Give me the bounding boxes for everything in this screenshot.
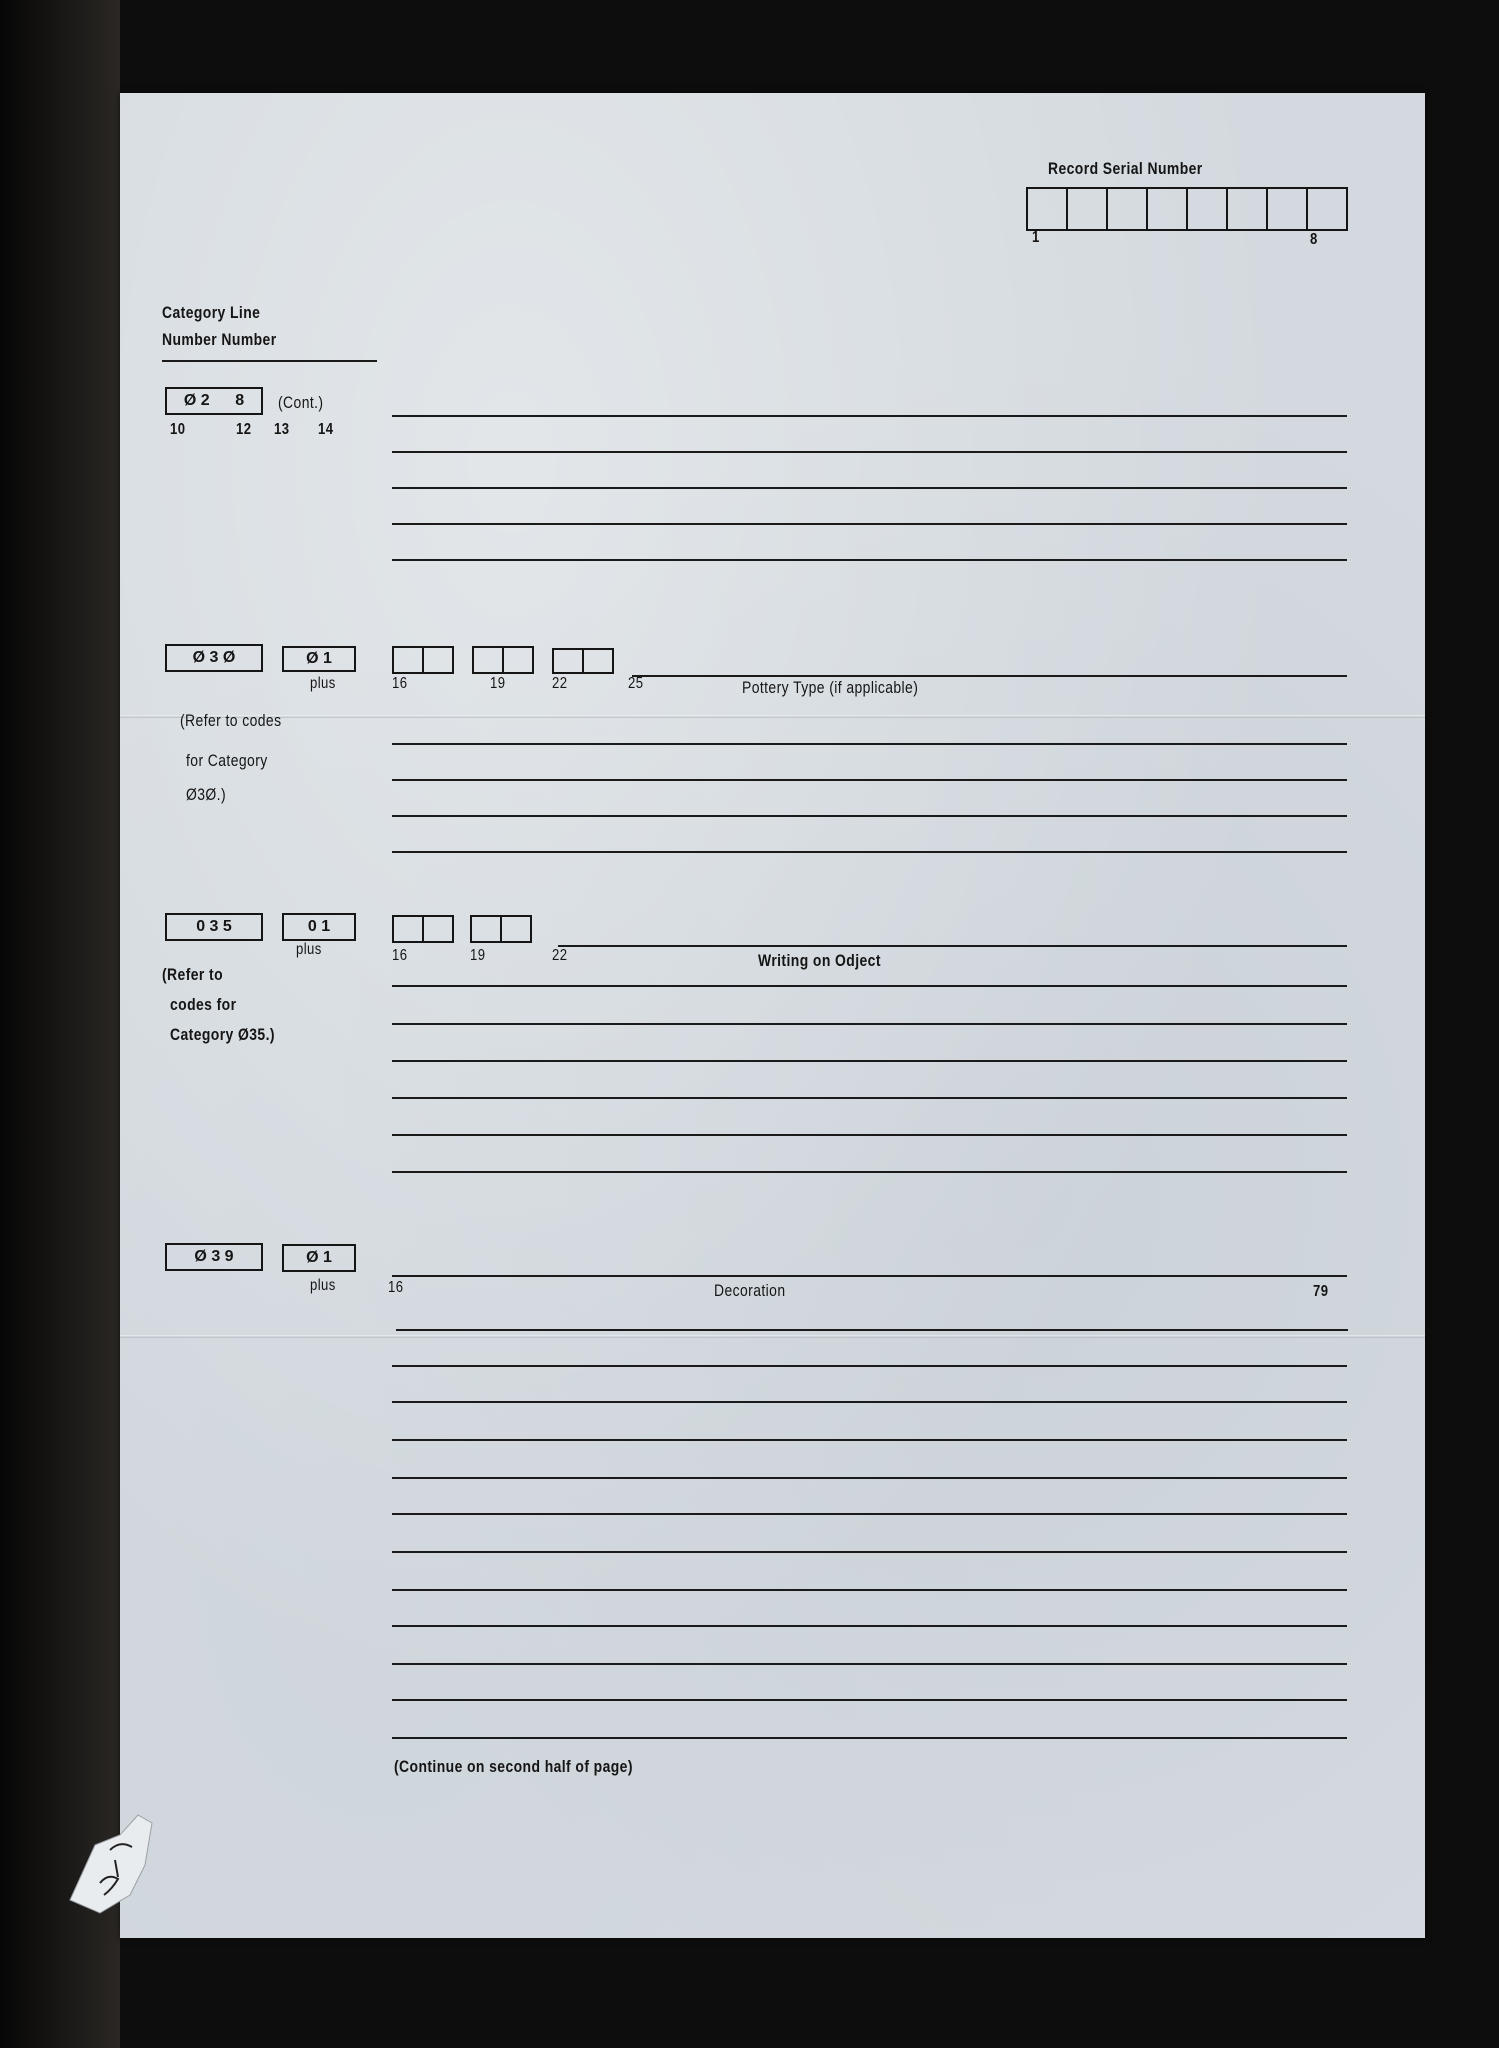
serial-cell-6[interactable] — [1228, 189, 1268, 229]
pos-035-22: 22 — [552, 947, 568, 964]
line-039-3[interactable] — [392, 1401, 1347, 1403]
category-039-code: Ø 3 9 — [194, 1248, 234, 1265]
serial-cell-4[interactable] — [1148, 189, 1188, 229]
note-030-line3: Ø3Ø.) — [186, 785, 227, 804]
note-035-line3: Category Ø35.) — [170, 1025, 275, 1044]
line-039-7[interactable] — [392, 1551, 1347, 1553]
category-039-box — [165, 1243, 263, 1271]
line-035-box — [282, 913, 356, 941]
torn-corner-image — [60, 1805, 155, 1915]
serial-cell-3[interactable] — [1108, 189, 1148, 229]
category-028-box — [165, 387, 263, 415]
line-030-code: Ø 1 — [306, 650, 332, 667]
decoration-line[interactable] — [392, 1275, 1347, 1277]
note-035-line2: codes for — [170, 995, 237, 1014]
pos-039-16: 16 — [388, 1279, 404, 1296]
pos-030-19: 19 — [490, 675, 506, 692]
serial-start-position: 1 — [1032, 229, 1040, 246]
pos-14: 14 — [318, 421, 334, 438]
line-039-2[interactable] — [392, 1365, 1347, 1367]
line-039-5[interactable] — [392, 1477, 1347, 1479]
line-030-1[interactable] — [392, 743, 1347, 745]
line-028-3[interactable] — [392, 487, 1347, 489]
cell[interactable] — [554, 650, 584, 672]
line-028-2[interactable] — [392, 451, 1347, 453]
pos-030-25: 25 — [628, 675, 644, 692]
line-035-2[interactable] — [392, 1023, 1347, 1025]
pos-030-16: 16 — [392, 675, 408, 692]
plus-039: plus — [310, 1277, 336, 1294]
category-030-box — [165, 644, 263, 672]
line-030-box — [282, 646, 356, 672]
cell[interactable] — [504, 648, 532, 672]
record-serial-label: Record Serial Number — [1048, 159, 1203, 178]
line-035-1[interactable] — [392, 985, 1347, 987]
pos-035-16: 16 — [392, 947, 408, 964]
line-039-10[interactable] — [392, 1663, 1347, 1665]
scan-background — [0, 0, 120, 2048]
cont-label: (Cont.) — [278, 393, 324, 412]
line-028-5[interactable] — [392, 559, 1347, 561]
line-028-1[interactable] — [392, 415, 1347, 417]
field-035-19[interactable] — [470, 915, 532, 943]
category-028-code: Ø 2 — [183, 392, 210, 409]
line-030-3[interactable] — [392, 815, 1347, 817]
line-039-8[interactable] — [392, 1589, 1347, 1591]
serial-cell-7[interactable] — [1268, 189, 1308, 229]
cell[interactable] — [584, 650, 612, 672]
header-category-line: Category Line — [162, 303, 261, 322]
note-030-line1: (Refer to codes — [180, 711, 282, 730]
line-039-6[interactable] — [392, 1513, 1347, 1515]
line-028-code: 8 — [235, 392, 245, 409]
serial-end-position: 8 — [1310, 231, 1318, 248]
line-035-4[interactable] — [392, 1097, 1347, 1099]
line-039-11[interactable] — [392, 1699, 1347, 1701]
line-039-box — [282, 1244, 356, 1272]
fold-crease-lower — [120, 1335, 1425, 1338]
cell[interactable] — [424, 648, 452, 672]
category-030-code: Ø 3 Ø — [192, 649, 236, 666]
line-039-1[interactable] — [396, 1329, 1348, 1331]
form-sheet — [120, 93, 1425, 1938]
line-030-4[interactable] — [392, 851, 1347, 853]
pottery-type-label: Pottery Type (if applicable) — [742, 678, 919, 697]
cell[interactable] — [394, 648, 424, 672]
line-039-4[interactable] — [392, 1439, 1347, 1441]
continue-note: (Continue on second half of page) — [394, 1757, 633, 1776]
header-number-number: Number Number — [162, 330, 277, 349]
cell[interactable] — [472, 917, 502, 941]
pos-10: 10 — [170, 421, 186, 438]
line-039-9[interactable] — [392, 1625, 1347, 1627]
line-039-code: Ø 1 — [306, 1249, 332, 1266]
field-030-19[interactable] — [472, 646, 534, 674]
category-035-box — [165, 913, 263, 941]
cell[interactable] — [394, 917, 424, 941]
line-035-6[interactable] — [392, 1171, 1347, 1173]
cell[interactable] — [424, 917, 452, 941]
serial-cell-1[interactable] — [1028, 189, 1068, 229]
line-035-5[interactable] — [392, 1134, 1347, 1136]
plus-030: plus — [310, 675, 336, 692]
line-035-code: 0 1 — [307, 918, 331, 935]
field-030-16[interactable] — [392, 646, 454, 674]
pottery-type-line[interactable] — [632, 675, 1347, 677]
serial-cell-5[interactable] — [1188, 189, 1228, 229]
plus-035: plus — [296, 941, 322, 958]
line-039-12[interactable] — [392, 1737, 1347, 1739]
line-028-4[interactable] — [392, 523, 1347, 525]
line-035-3[interactable] — [392, 1060, 1347, 1062]
writing-on-object-line[interactable] — [558, 945, 1347, 947]
pos-13: 13 — [274, 421, 290, 438]
line-030-2[interactable] — [392, 779, 1347, 781]
pos-039-79: 79 — [1313, 1283, 1329, 1300]
writing-on-object-label: Writing on Odject — [758, 951, 881, 970]
note-035-line1: (Refer to — [162, 965, 224, 984]
cell[interactable] — [502, 917, 530, 941]
pos-12: 12 — [236, 421, 252, 438]
header-underline — [162, 360, 377, 362]
category-035-code: 0 3 5 — [196, 918, 232, 935]
serial-cell-8[interactable] — [1308, 189, 1346, 229]
decoration-label: Decoration — [714, 1281, 786, 1300]
field-035-16[interactable] — [392, 915, 454, 943]
field-030-22[interactable] — [552, 648, 614, 674]
record-serial-cells[interactable] — [1026, 187, 1348, 231]
fold-crease-upper — [120, 715, 1425, 718]
serial-cell-2[interactable] — [1068, 189, 1108, 229]
pos-035-19: 19 — [470, 947, 486, 964]
pos-030-22: 22 — [552, 675, 568, 692]
cell[interactable] — [474, 648, 504, 672]
note-030-line2: for Category — [186, 751, 268, 770]
